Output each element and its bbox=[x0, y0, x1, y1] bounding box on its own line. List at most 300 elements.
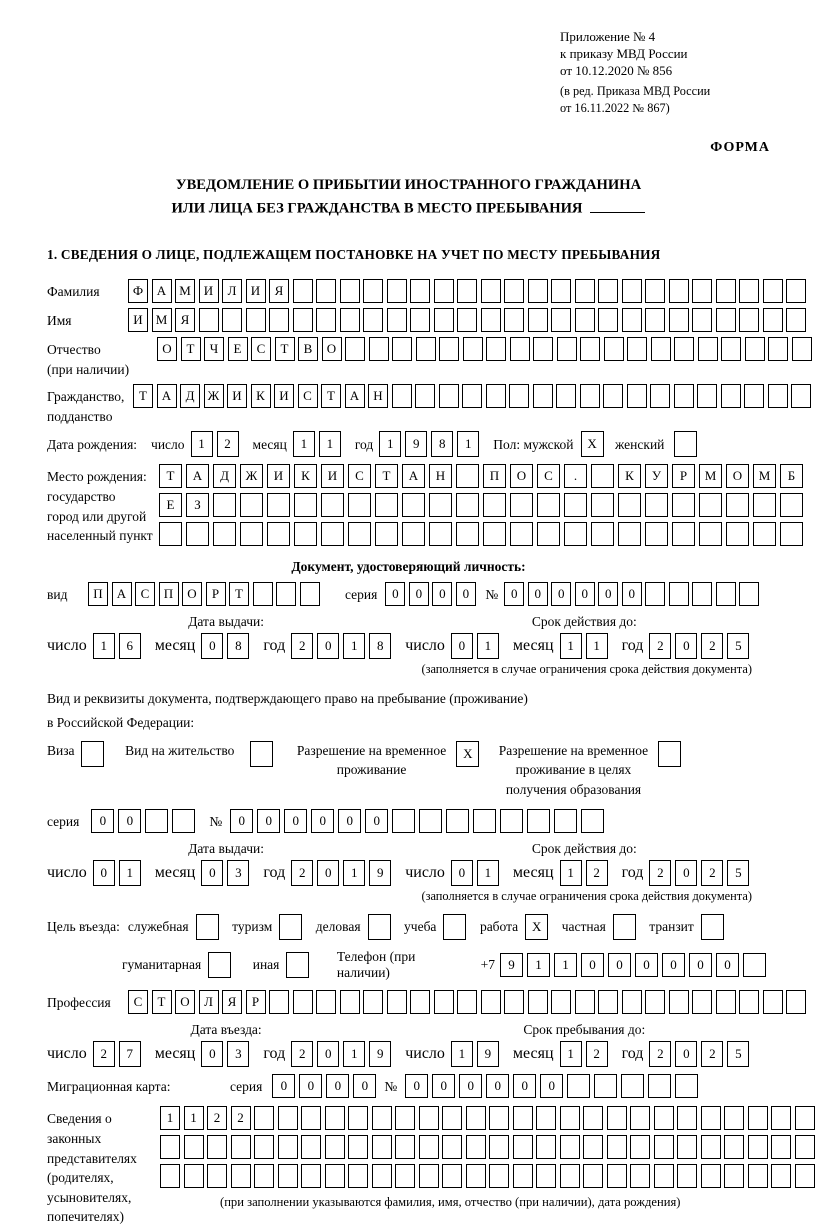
char-box[interactable]: 0 bbox=[311, 809, 334, 833]
char-box[interactable] bbox=[443, 914, 466, 940]
char-box[interactable]: 6 bbox=[119, 633, 141, 659]
char-box[interactable]: 2 bbox=[291, 633, 313, 659]
char-box[interactable] bbox=[457, 279, 477, 303]
char-box[interactable]: 2 bbox=[586, 1041, 608, 1067]
char-box[interactable] bbox=[254, 1135, 274, 1159]
char-box[interactable] bbox=[780, 493, 803, 517]
char-box[interactable]: 0 bbox=[675, 1041, 697, 1067]
char-box[interactable]: 2 bbox=[207, 1106, 227, 1130]
char-box[interactable] bbox=[753, 493, 776, 517]
char-box[interactable] bbox=[278, 1106, 298, 1130]
char-box[interactable] bbox=[716, 308, 736, 332]
char-box[interactable] bbox=[645, 493, 668, 517]
char-box[interactable]: Ж bbox=[240, 464, 263, 488]
char-box[interactable] bbox=[419, 1106, 439, 1130]
char-box[interactable] bbox=[675, 1074, 698, 1098]
char-box[interactable]: 8 bbox=[431, 431, 453, 457]
char-box[interactable] bbox=[537, 522, 560, 546]
char-box[interactable]: Т bbox=[229, 582, 249, 606]
char-box[interactable] bbox=[674, 431, 697, 457]
char-box[interactable] bbox=[473, 809, 496, 833]
char-box[interactable] bbox=[325, 1106, 345, 1130]
char-box[interactable] bbox=[462, 384, 482, 408]
char-box[interactable] bbox=[184, 1164, 204, 1188]
char-box[interactable]: М bbox=[152, 308, 172, 332]
char-box[interactable]: 0 bbox=[513, 1074, 536, 1098]
char-box[interactable] bbox=[745, 337, 765, 361]
char-box[interactable]: 1 bbox=[451, 1041, 473, 1067]
char-box[interactable]: Д bbox=[213, 464, 236, 488]
char-box[interactable] bbox=[231, 1135, 251, 1159]
char-box[interactable] bbox=[81, 741, 104, 767]
char-box[interactable] bbox=[627, 337, 647, 361]
char-box[interactable]: Ф bbox=[128, 279, 148, 303]
char-box[interactable] bbox=[622, 990, 642, 1014]
char-box[interactable]: 2 bbox=[701, 633, 723, 659]
char-box[interactable]: 0 bbox=[93, 860, 115, 886]
char-box[interactable] bbox=[439, 384, 459, 408]
char-box[interactable]: Б bbox=[780, 464, 803, 488]
char-box[interactable] bbox=[622, 279, 642, 303]
char-box[interactable] bbox=[419, 1135, 439, 1159]
char-box[interactable] bbox=[604, 337, 624, 361]
char-box[interactable]: И bbox=[321, 464, 344, 488]
char-box[interactable] bbox=[392, 337, 412, 361]
char-box[interactable] bbox=[372, 1106, 392, 1130]
char-box[interactable] bbox=[231, 1164, 251, 1188]
char-box[interactable] bbox=[415, 384, 435, 408]
char-box[interactable] bbox=[213, 493, 236, 517]
char-box[interactable] bbox=[795, 1164, 815, 1188]
char-box[interactable] bbox=[658, 741, 681, 767]
char-box[interactable] bbox=[648, 1074, 671, 1098]
char-box[interactable] bbox=[554, 809, 577, 833]
char-box[interactable] bbox=[791, 384, 811, 408]
char-box[interactable]: 0 bbox=[608, 953, 631, 977]
char-box[interactable] bbox=[771, 1106, 791, 1130]
char-box[interactable]: 9 bbox=[500, 953, 523, 977]
char-box[interactable]: 1 bbox=[457, 431, 479, 457]
char-box[interactable]: 0 bbox=[91, 809, 114, 833]
char-box[interactable] bbox=[316, 308, 336, 332]
char-box[interactable] bbox=[551, 279, 571, 303]
char-box[interactable]: О bbox=[175, 990, 195, 1014]
char-box[interactable] bbox=[276, 582, 296, 606]
char-box[interactable] bbox=[301, 1164, 321, 1188]
char-box[interactable] bbox=[603, 384, 623, 408]
char-box[interactable]: Т bbox=[375, 464, 398, 488]
char-box[interactable] bbox=[583, 1164, 603, 1188]
char-box[interactable] bbox=[536, 1164, 556, 1188]
char-box[interactable]: Р bbox=[672, 464, 695, 488]
char-box[interactable] bbox=[489, 1106, 509, 1130]
char-box[interactable] bbox=[434, 308, 454, 332]
char-box[interactable]: К bbox=[618, 464, 641, 488]
char-box[interactable]: 0 bbox=[622, 582, 642, 606]
char-box[interactable]: 2 bbox=[291, 860, 313, 886]
char-box[interactable] bbox=[456, 493, 479, 517]
char-box[interactable]: 0 bbox=[540, 1074, 563, 1098]
char-box[interactable]: И bbox=[274, 384, 294, 408]
char-box[interactable]: 0 bbox=[528, 582, 548, 606]
char-box[interactable] bbox=[564, 522, 587, 546]
char-box[interactable] bbox=[466, 1106, 486, 1130]
char-box[interactable]: 0 bbox=[201, 860, 223, 886]
char-box[interactable]: 0 bbox=[504, 582, 524, 606]
char-box[interactable] bbox=[294, 522, 317, 546]
char-box[interactable]: Р bbox=[206, 582, 226, 606]
char-box[interactable] bbox=[771, 1164, 791, 1188]
char-box[interactable] bbox=[795, 1106, 815, 1130]
char-box[interactable] bbox=[699, 522, 722, 546]
char-box[interactable] bbox=[583, 1106, 603, 1130]
char-box[interactable] bbox=[483, 522, 506, 546]
char-box[interactable]: Т bbox=[152, 990, 172, 1014]
char-box[interactable] bbox=[724, 1106, 744, 1130]
char-box[interactable]: X bbox=[581, 431, 604, 457]
char-box[interactable] bbox=[669, 308, 689, 332]
char-box[interactable] bbox=[410, 990, 430, 1014]
char-box[interactable]: Е bbox=[159, 493, 182, 517]
char-box[interactable] bbox=[434, 990, 454, 1014]
char-box[interactable] bbox=[591, 493, 614, 517]
char-box[interactable] bbox=[145, 809, 168, 833]
char-box[interactable] bbox=[528, 990, 548, 1014]
char-box[interactable] bbox=[598, 279, 618, 303]
char-box[interactable] bbox=[697, 384, 717, 408]
char-box[interactable] bbox=[607, 1106, 627, 1130]
char-box[interactable] bbox=[240, 522, 263, 546]
char-box[interactable]: И bbox=[199, 279, 219, 303]
char-box[interactable]: С bbox=[135, 582, 155, 606]
char-box[interactable]: К bbox=[251, 384, 271, 408]
char-box[interactable]: 1 bbox=[119, 860, 141, 886]
char-box[interactable] bbox=[160, 1135, 180, 1159]
char-box[interactable] bbox=[316, 279, 336, 303]
char-box[interactable]: 0 bbox=[716, 953, 739, 977]
char-box[interactable]: 2 bbox=[93, 1041, 115, 1067]
char-box[interactable] bbox=[348, 522, 371, 546]
char-box[interactable] bbox=[348, 493, 371, 517]
char-box[interactable]: 0 bbox=[326, 1074, 349, 1098]
char-box[interactable] bbox=[627, 384, 647, 408]
char-box[interactable] bbox=[654, 1106, 674, 1130]
char-box[interactable]: 0 bbox=[338, 809, 361, 833]
char-box[interactable] bbox=[486, 384, 506, 408]
char-box[interactable] bbox=[369, 337, 389, 361]
char-box[interactable] bbox=[669, 990, 689, 1014]
char-box[interactable] bbox=[416, 337, 436, 361]
char-box[interactable]: 1 bbox=[560, 633, 582, 659]
char-box[interactable] bbox=[763, 308, 783, 332]
char-box[interactable]: 1 bbox=[191, 431, 213, 457]
char-box[interactable] bbox=[591, 464, 614, 488]
char-box[interactable] bbox=[293, 308, 313, 332]
char-box[interactable] bbox=[744, 384, 764, 408]
char-box[interactable] bbox=[363, 990, 383, 1014]
char-box[interactable]: Т bbox=[275, 337, 295, 361]
char-box[interactable]: 1 bbox=[477, 860, 499, 886]
char-box[interactable] bbox=[763, 279, 783, 303]
char-box[interactable] bbox=[363, 279, 383, 303]
char-box[interactable]: 0 bbox=[201, 1041, 223, 1067]
char-box[interactable]: 0 bbox=[451, 860, 473, 886]
char-box[interactable] bbox=[753, 522, 776, 546]
char-box[interactable] bbox=[486, 337, 506, 361]
char-box[interactable]: 2 bbox=[649, 860, 671, 886]
char-box[interactable] bbox=[510, 493, 533, 517]
char-box[interactable] bbox=[795, 1135, 815, 1159]
char-box[interactable] bbox=[739, 990, 759, 1014]
char-box[interactable] bbox=[442, 1135, 462, 1159]
char-box[interactable]: А bbox=[152, 279, 172, 303]
char-box[interactable]: 0 bbox=[385, 582, 405, 606]
char-box[interactable]: И bbox=[227, 384, 247, 408]
char-box[interactable]: 0 bbox=[284, 809, 307, 833]
char-box[interactable] bbox=[504, 279, 524, 303]
char-box[interactable] bbox=[395, 1164, 415, 1188]
char-box[interactable]: 9 bbox=[405, 431, 427, 457]
char-box[interactable] bbox=[222, 308, 242, 332]
char-box[interactable] bbox=[567, 1074, 590, 1098]
char-box[interactable] bbox=[651, 337, 671, 361]
char-box[interactable]: 0 bbox=[551, 582, 571, 606]
char-box[interactable] bbox=[575, 990, 595, 1014]
char-box[interactable]: Т bbox=[159, 464, 182, 488]
char-box[interactable]: 0 bbox=[486, 1074, 509, 1098]
char-box[interactable] bbox=[560, 1106, 580, 1130]
char-box[interactable]: С bbox=[537, 464, 560, 488]
char-box[interactable] bbox=[186, 522, 209, 546]
char-box[interactable] bbox=[267, 522, 290, 546]
char-box[interactable] bbox=[348, 1135, 368, 1159]
char-box[interactable]: 2 bbox=[291, 1041, 313, 1067]
char-box[interactable] bbox=[654, 1164, 674, 1188]
char-box[interactable] bbox=[402, 522, 425, 546]
char-box[interactable] bbox=[716, 279, 736, 303]
char-box[interactable] bbox=[650, 384, 670, 408]
char-box[interactable] bbox=[551, 990, 571, 1014]
char-box[interactable] bbox=[510, 337, 530, 361]
char-box[interactable] bbox=[726, 493, 749, 517]
char-box[interactable] bbox=[716, 582, 736, 606]
char-box[interactable]: С bbox=[348, 464, 371, 488]
char-box[interactable] bbox=[607, 1164, 627, 1188]
char-box[interactable] bbox=[481, 279, 501, 303]
char-box[interactable] bbox=[213, 522, 236, 546]
char-box[interactable]: 0 bbox=[230, 809, 253, 833]
char-box[interactable]: Ч bbox=[204, 337, 224, 361]
char-box[interactable]: 2 bbox=[701, 1041, 723, 1067]
char-box[interactable] bbox=[402, 493, 425, 517]
char-box[interactable]: С bbox=[251, 337, 271, 361]
char-box[interactable] bbox=[456, 522, 479, 546]
char-box[interactable] bbox=[692, 308, 712, 332]
char-box[interactable] bbox=[419, 1164, 439, 1188]
char-box[interactable] bbox=[630, 1135, 650, 1159]
char-box[interactable] bbox=[348, 1164, 368, 1188]
char-box[interactable]: 8 bbox=[227, 633, 249, 659]
char-box[interactable]: X bbox=[525, 914, 548, 940]
char-box[interactable] bbox=[466, 1135, 486, 1159]
char-box[interactable]: 2 bbox=[649, 633, 671, 659]
char-box[interactable]: 1 bbox=[527, 953, 550, 977]
char-box[interactable] bbox=[321, 493, 344, 517]
char-box[interactable] bbox=[677, 1135, 697, 1159]
char-box[interactable] bbox=[528, 279, 548, 303]
char-box[interactable] bbox=[739, 582, 759, 606]
char-box[interactable]: 0 bbox=[451, 633, 473, 659]
char-box[interactable] bbox=[771, 1135, 791, 1159]
char-box[interactable] bbox=[618, 493, 641, 517]
char-box[interactable] bbox=[786, 308, 806, 332]
char-box[interactable] bbox=[483, 493, 506, 517]
char-box[interactable] bbox=[368, 914, 391, 940]
char-box[interactable]: 2 bbox=[701, 860, 723, 886]
char-box[interactable] bbox=[533, 337, 553, 361]
char-box[interactable]: 0 bbox=[317, 633, 339, 659]
char-box[interactable]: 0 bbox=[635, 953, 658, 977]
char-box[interactable] bbox=[618, 522, 641, 546]
char-box[interactable] bbox=[645, 308, 665, 332]
char-box[interactable]: Я bbox=[222, 990, 242, 1014]
char-box[interactable]: 0 bbox=[456, 582, 476, 606]
char-box[interactable]: А bbox=[157, 384, 177, 408]
char-box[interactable]: 0 bbox=[598, 582, 618, 606]
char-box[interactable] bbox=[489, 1164, 509, 1188]
char-box[interactable]: У bbox=[645, 464, 668, 488]
char-box[interactable] bbox=[184, 1135, 204, 1159]
char-box[interactable] bbox=[672, 493, 695, 517]
char-box[interactable] bbox=[768, 384, 788, 408]
char-box[interactable]: Т bbox=[321, 384, 341, 408]
char-box[interactable]: 2 bbox=[217, 431, 239, 457]
char-box[interactable]: 0 bbox=[432, 1074, 455, 1098]
char-box[interactable] bbox=[196, 914, 219, 940]
char-box[interactable]: 0 bbox=[675, 633, 697, 659]
char-box[interactable]: 0 bbox=[365, 809, 388, 833]
char-box[interactable] bbox=[301, 1106, 321, 1130]
char-box[interactable]: 2 bbox=[649, 1041, 671, 1067]
char-box[interactable]: 1 bbox=[560, 1041, 582, 1067]
char-box[interactable] bbox=[395, 1135, 415, 1159]
char-box[interactable] bbox=[557, 337, 577, 361]
char-box[interactable] bbox=[536, 1106, 556, 1130]
char-box[interactable]: 0 bbox=[118, 809, 141, 833]
char-box[interactable] bbox=[674, 337, 694, 361]
char-box[interactable]: 5 bbox=[727, 860, 749, 886]
char-box[interactable]: Н bbox=[368, 384, 388, 408]
char-box[interactable]: 2 bbox=[586, 860, 608, 886]
char-box[interactable]: С bbox=[128, 990, 148, 1014]
char-box[interactable]: 1 bbox=[93, 633, 115, 659]
char-box[interactable] bbox=[500, 809, 523, 833]
char-box[interactable] bbox=[301, 1135, 321, 1159]
char-box[interactable]: 0 bbox=[299, 1074, 322, 1098]
char-box[interactable] bbox=[325, 1164, 345, 1188]
char-box[interactable]: 1 bbox=[560, 860, 582, 886]
char-box[interactable]: 0 bbox=[689, 953, 712, 977]
char-box[interactable] bbox=[246, 308, 266, 332]
char-box[interactable] bbox=[489, 1135, 509, 1159]
char-box[interactable]: Т bbox=[133, 384, 153, 408]
char-box[interactable] bbox=[269, 308, 289, 332]
char-box[interactable] bbox=[763, 990, 783, 1014]
char-box[interactable] bbox=[645, 279, 665, 303]
char-box[interactable] bbox=[721, 337, 741, 361]
char-box[interactable] bbox=[669, 582, 689, 606]
char-box[interactable]: 9 bbox=[369, 1041, 391, 1067]
char-box[interactable]: Т bbox=[181, 337, 201, 361]
char-box[interactable] bbox=[286, 952, 309, 978]
char-box[interactable] bbox=[293, 990, 313, 1014]
char-box[interactable]: 1 bbox=[379, 431, 401, 457]
char-box[interactable]: Н bbox=[429, 464, 452, 488]
char-box[interactable] bbox=[721, 384, 741, 408]
char-box[interactable]: 0 bbox=[675, 860, 697, 886]
char-box[interactable]: 1 bbox=[293, 431, 315, 457]
char-box[interactable] bbox=[551, 308, 571, 332]
char-box[interactable] bbox=[172, 809, 195, 833]
char-box[interactable]: 0 bbox=[317, 1041, 339, 1067]
char-box[interactable] bbox=[340, 308, 360, 332]
char-box[interactable]: О bbox=[157, 337, 177, 361]
char-box[interactable]: П bbox=[483, 464, 506, 488]
char-box[interactable] bbox=[463, 337, 483, 361]
char-box[interactable] bbox=[340, 990, 360, 1014]
char-box[interactable] bbox=[591, 522, 614, 546]
char-box[interactable] bbox=[581, 809, 604, 833]
char-box[interactable] bbox=[564, 493, 587, 517]
char-box[interactable] bbox=[457, 990, 477, 1014]
char-box[interactable] bbox=[278, 1135, 298, 1159]
char-box[interactable] bbox=[253, 582, 273, 606]
char-box[interactable] bbox=[701, 914, 724, 940]
char-box[interactable] bbox=[622, 308, 642, 332]
char-box[interactable]: 2 bbox=[231, 1106, 251, 1130]
char-box[interactable] bbox=[446, 809, 469, 833]
char-box[interactable] bbox=[481, 990, 501, 1014]
char-box[interactable] bbox=[645, 990, 665, 1014]
char-box[interactable]: И bbox=[246, 279, 266, 303]
char-box[interactable] bbox=[527, 809, 550, 833]
char-box[interactable]: Д bbox=[180, 384, 200, 408]
char-box[interactable] bbox=[724, 1164, 744, 1188]
char-box[interactable]: 9 bbox=[477, 1041, 499, 1067]
char-box[interactable] bbox=[456, 464, 479, 488]
char-box[interactable] bbox=[392, 384, 412, 408]
char-box[interactable] bbox=[250, 741, 273, 767]
char-box[interactable] bbox=[372, 1135, 392, 1159]
char-box[interactable]: 7 bbox=[119, 1041, 141, 1067]
char-box[interactable] bbox=[786, 279, 806, 303]
char-box[interactable]: И bbox=[128, 308, 148, 332]
char-box[interactable] bbox=[513, 1106, 533, 1130]
char-box[interactable]: Е bbox=[228, 337, 248, 361]
char-box[interactable] bbox=[509, 384, 529, 408]
char-box[interactable]: П bbox=[88, 582, 108, 606]
char-box[interactable] bbox=[387, 279, 407, 303]
char-box[interactable] bbox=[504, 990, 524, 1014]
char-box[interactable]: О bbox=[510, 464, 533, 488]
char-box[interactable] bbox=[677, 1164, 697, 1188]
char-box[interactable] bbox=[533, 384, 553, 408]
char-box[interactable]: Л bbox=[222, 279, 242, 303]
char-box[interactable]: К bbox=[294, 464, 317, 488]
char-box[interactable] bbox=[724, 1135, 744, 1159]
char-box[interactable]: Л bbox=[199, 990, 219, 1014]
char-box[interactable]: 1 bbox=[554, 953, 577, 977]
